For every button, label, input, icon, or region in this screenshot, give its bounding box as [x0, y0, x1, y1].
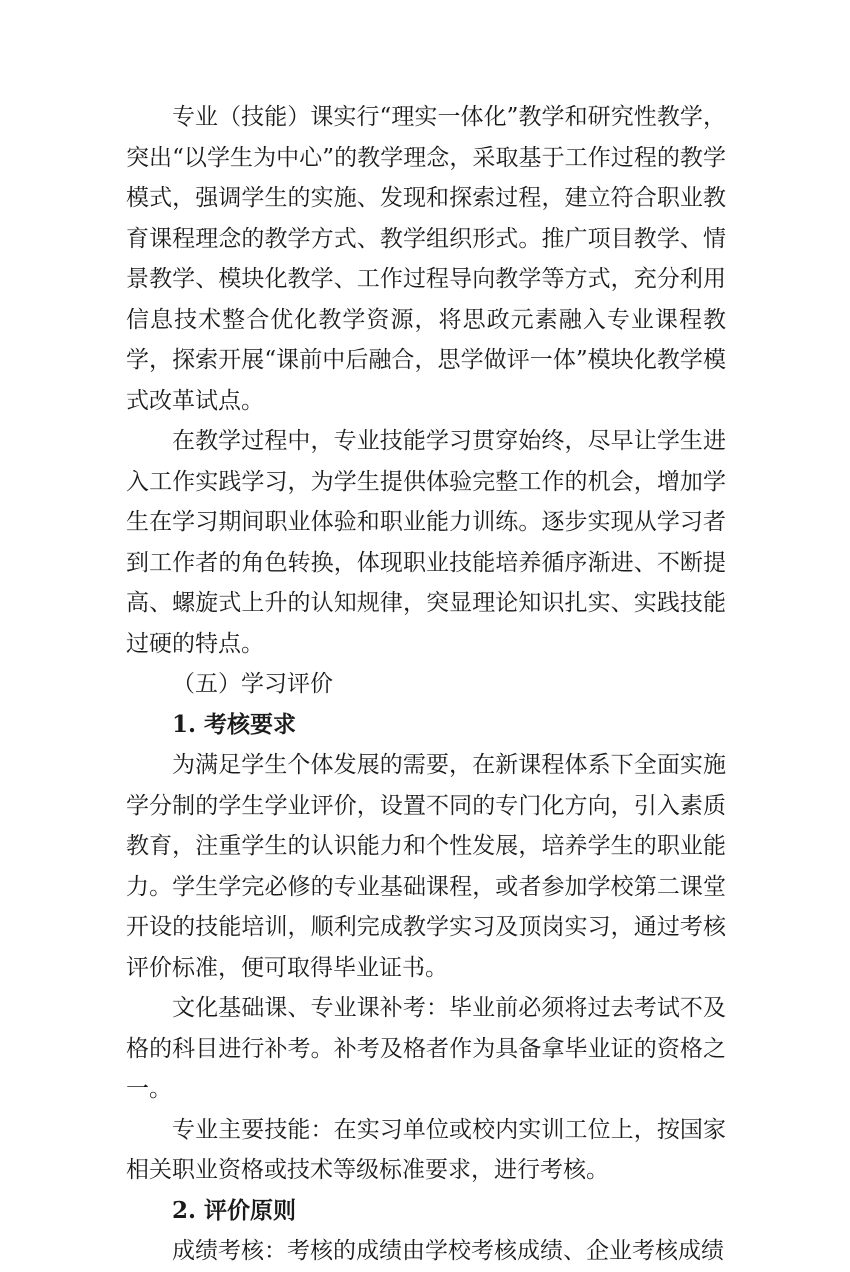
subheading-assessment-requirements: 1. 考核要求	[172, 710, 297, 738]
section-heading-learning-evaluation: （五）学习评价	[172, 671, 333, 697]
paragraph-grade-assessment: 成绩考核：考核的成绩由学校考核成绩、企业考核成绩	[172, 1238, 724, 1264]
paragraph-teaching-method: 专业（技能）课实行“理实一体化”教学和研究性教学，突出“以学生为中心”的教学理念，采取基于工作过程的教学模式，强调学生的实施、发现和探索过程，建立符合职业教育课程理念的教学方式、教学组织形式。推广项目教学、情景教学、模块化教学、工作过程导向教学等方式，充分利用信息技术整合优化教学资源，将思政元素融入专业课程教学，探索开展“课前中后融合，思学做评一体”模块化教学模式改革试点。	[126, 104, 726, 414]
subheading-evaluation-principles: 2. 评价原则	[172, 1196, 297, 1224]
paragraph-credit-system: 为满足学生个体发展的需要，在新课程体系下全面实施学分制的学生学业评价，设置不同的专门化方向，引入素质教育，注重学生的认识能力和个性发展，培养学生的职业能力。学生学完必修的专业基础课程，或者参加学校第二课堂开设的技能培训，顺利完成教学实习及顶岗实习，通过考核评价标准，便可取得毕业证书。	[126, 752, 726, 981]
document-body	[126, 97, 726, 1272]
paragraph-teaching-process: 在教学过程中，专业技能学习贯穿始终，尽早让学生进入工作实践学习，为学生提供体验完整工作的机会，增加学生在学习期间职业体验和职业能力训练。逐步实现从学习者到工作者的角色转换，体现职业技能培养循序渐进、不断提高、螺旋式上升的认知规律，突显理论知识扎实、实践技能过硬的特点。	[126, 428, 726, 657]
paragraph-main-skills: 专业主要技能：在实习单位或校内实训工位上，按国家相关职业资格或技术等级标准要求，进行考核。	[126, 1116, 726, 1183]
paragraph-makeup-exam: 文化基础课、专业课补考：毕业前必须将过去考试不及格的科目进行补考。补考及格者作为具备拿毕业证的资格之一。	[126, 995, 726, 1102]
